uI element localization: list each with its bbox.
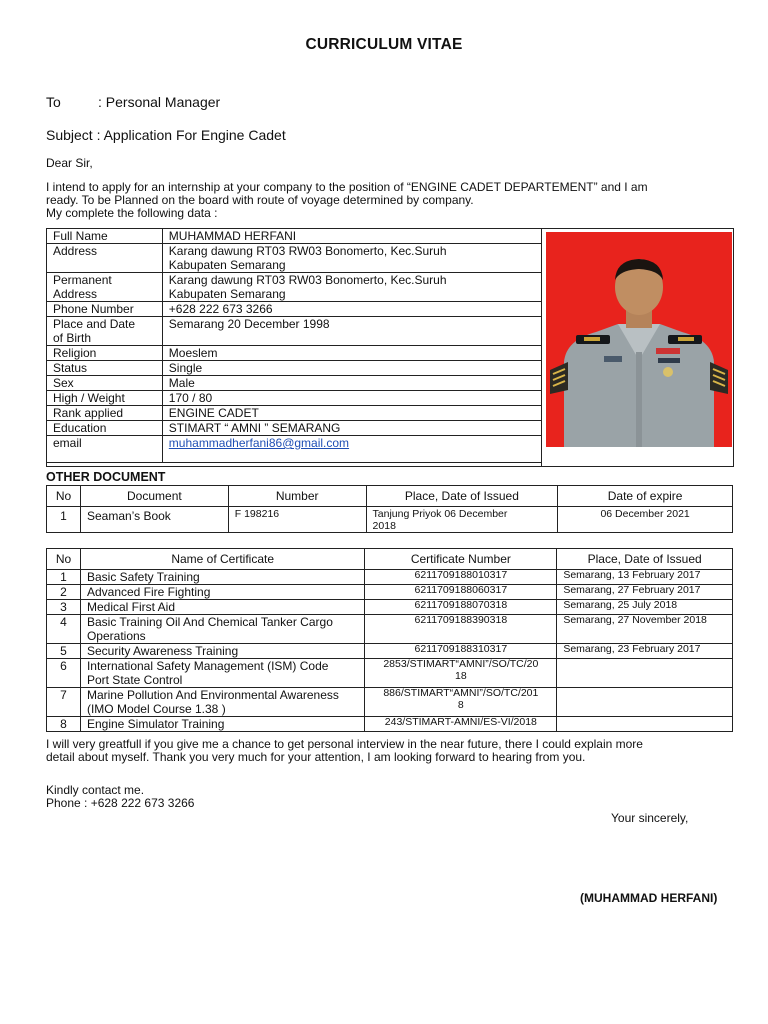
personal-row [47,391,543,406]
certificate-cell: Basic Training Oil And Chemical Tanker Cargo Operations [80,615,364,644]
certificate-row [47,600,733,615]
personal-value: Karang dawung RT03 RW03 Bonomerto, Kec.Suruh Kabupaten Semarang [162,273,542,302]
intro-paragraph [46,181,736,220]
to-value: : Personal Manager [98,94,221,110]
document-cell: F 198216 [228,507,366,533]
document-cell: Seaman’s Book [80,507,228,533]
sincerely: Your sincerely, [611,811,689,825]
personal-label: Religion [47,346,163,361]
document-header-cell: Date of expire [558,486,733,507]
portrait-photo [546,232,732,447]
personal-value: Moeslem [162,346,542,361]
personal-label: Status [47,361,163,376]
certificate-cell: Security Awareness Training [80,644,364,659]
document-header-cell: Document [80,486,228,507]
certificate-cell: Semarang, 27 February 2017 [557,585,733,600]
certificate-row [47,717,733,732]
email-link[interactable]: muhammadherfani86@gmail.com [168,436,350,450]
document-cell: Tanjung Priyok 06 December 2018 [366,507,558,533]
certificate-row [47,585,733,600]
applicant-photo [546,232,732,447]
personal-value: Semarang 20 December 1998 [162,317,542,346]
personal-value: 170 / 80 [162,391,542,406]
personal-value: Karang dawung RT03 RW03 Bonomerto, Kec.Suruh Kabupaten Semarang [162,244,542,273]
photo-cell [541,228,734,467]
certificate-cell: International Safety Management (ISM) Code Port State Control [80,659,364,688]
certificate-cell: Engine Simulator Training [80,717,364,732]
certificate-row [47,644,733,659]
certificate-cell: Semarang, 23 February 2017 [557,644,733,659]
to-label: To [46,94,61,110]
certificate-cell [557,717,733,732]
personal-label: Sex [47,376,163,391]
certificate-row [47,659,733,688]
certificate-header-row [47,549,733,570]
certificate-cell: 243/STIMART-AMNI/ES-VI/2018 [365,717,557,732]
certificate-cell: 6 [47,659,81,688]
certificate-header-cell: No [47,549,81,570]
personal-label: email [47,436,163,463]
personal-row [47,421,543,436]
certificate-cell: 1 [47,570,81,585]
personal-label: Phone Number [47,302,163,317]
contact-phone: Phone : +628 222 673 3266 [46,796,195,810]
document-header-cell: No [47,486,81,507]
personal-row [47,346,543,361]
personal-label: Address [47,244,163,273]
personal-label: Rank applied [47,406,163,421]
personal-label: Full Name [47,229,163,244]
closing-paragraph [46,738,736,764]
signature-name: (MUHAMMAD HERFANI) [580,891,718,905]
certificate-cell: Medical First Aid [80,600,364,615]
certificate-cell: 8 [47,717,81,732]
personal-row [47,436,543,463]
personal-value [162,436,542,463]
certificate-cell: Semarang, 27 November 2018 [557,615,733,644]
personal-row [47,244,543,273]
document-table [46,485,733,533]
certificate-cell: 2853/STIMART“AMNI”/SO/TC/20 18 [365,659,557,688]
personal-value: Single [162,361,542,376]
personal-row [47,376,543,391]
certificate-cell: 6211709188010317 [365,570,557,585]
personal-value: STIMART “ AMNI ” SEMARANG [162,421,542,436]
certificate-cell: 4 [47,615,81,644]
certificate-row [47,688,733,717]
subject-line: Subject : Application For Engine Cadet [46,127,286,143]
certificate-cell: 7 [47,688,81,717]
closing-line: I will very greatfull if you give me a chance to get personal interview in the near future, there I could explain more [46,737,643,751]
certificate-cell: Advanced Fire Fighting [80,585,364,600]
certificate-cell: Basic Safety Training [80,570,364,585]
certificate-cell [557,659,733,688]
document-row [47,507,733,533]
intro-line: I intend to apply for an internship at your company to the position of “ENGINE CADET DEPARTEMENT” and I am [46,180,648,194]
other-document-heading: OTHER DOCUMENT [46,470,166,484]
personal-label: Place and Date of Birth [47,317,163,346]
personal-row [47,229,543,244]
certificate-cell: 6211709188390318 [365,615,557,644]
personal-row [47,317,543,346]
certificate-cell: 6211709188070318 [365,600,557,615]
personal-row [47,406,543,421]
intro-line: My complete the following data : [46,206,218,220]
certificate-cell: 886/STIMART“AMNI”/SO/TC/201 8 [365,688,557,717]
certificate-cell: Marine Pollution And Environmental Awareness (IMO Model Course 1.38 ) [80,688,364,717]
personal-label: High / Weight [47,391,163,406]
personal-label: Permanent Address [47,273,163,302]
certificate-cell: Semarang, 25 July 2018 [557,600,733,615]
personal-row [47,361,543,376]
certificate-cell: 2 [47,585,81,600]
personal-value: MUHAMMAD HERFANI [162,229,542,244]
document-header-cell: Number [228,486,366,507]
document-header-row [47,486,733,507]
certificate-table [46,548,733,732]
greeting: Dear Sir, [46,156,93,170]
personal-row [47,273,543,302]
certificate-header-cell: Name of Certificate [80,549,364,570]
certificate-header-cell: Certificate Number [365,549,557,570]
contact-label: Kindly contact me. [46,783,145,797]
personal-data-table [46,228,543,463]
intro-line: ready. To be Planned on the board with route of voyage determined by company. [46,193,474,207]
personal-data-box [46,228,734,467]
certificate-cell: 3 [47,600,81,615]
personal-row [47,302,543,317]
document-cell: 1 [47,507,81,533]
certificate-cell: 5 [47,644,81,659]
certificate-header-cell: Place, Date of Issued [557,549,733,570]
document-header-cell: Place, Date of Issued [366,486,558,507]
personal-value: Male [162,376,542,391]
certificate-cell: 6211709188310317 [365,644,557,659]
certificate-cell: 6211709188060317 [365,585,557,600]
page-title: CURRICULUM VITAE [305,36,463,53]
closing-line: detail about myself. Thank you very much for your attention, I am looking forward to hearing from you. [46,750,586,764]
personal-label: Education [47,421,163,436]
document-cell: 06 December 2021 [558,507,733,533]
certificate-cell: Semarang, 13 February 2017 [557,570,733,585]
certificate-cell [557,688,733,717]
personal-value: ENGINE CADET [162,406,542,421]
personal-value: +628 222 673 3266 [162,302,542,317]
certificate-row [47,615,733,644]
certificate-row [47,570,733,585]
